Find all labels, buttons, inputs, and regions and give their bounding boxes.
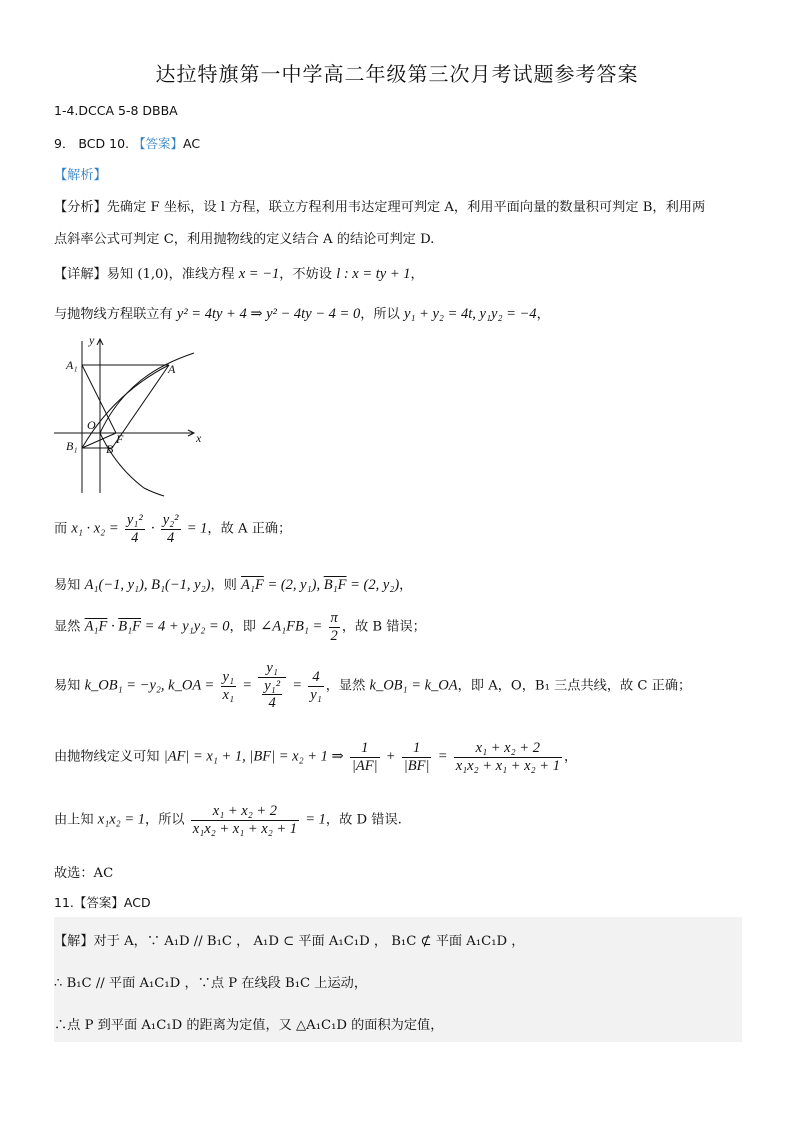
parabola-curve	[100, 353, 194, 496]
line-b-points: 易知 A₁(−1, y₁), B₁(−1, y₂)，则 A₁F = (2, y₁), B₁F = (2, y₂)，	[54, 577, 413, 593]
detail-text: 与抛物线方程联立有	[54, 307, 173, 322]
fraction-nested: $\frac{\text{y₁}}{\frac{\text{y₁²}}{4}}$	[258, 660, 286, 712]
focal-distance: |AF| = x₁ + 1, |BF| = x₂ + 1 ⇒	[163, 748, 344, 765]
label-a1: A₁	[66, 358, 78, 372]
line-c-slopes: 易知 k_OB₁ = −y₂, k_OA = $\frac{\text{y₁}}{\text{x₁}}$ = $\frac{\text{y₁}}{\frac{\text{y₁²}}{4}}$ = $\frac{4}{\text{y₁}}$ ，显然 k_OB₁ = k_OA，即 A，O，B₁ 三点共线，故 C 正确；	[54, 660, 692, 712]
detail-text: ，不妨设	[279, 267, 332, 282]
q9-answer: 9． BCD	[54, 136, 106, 151]
label-x: x	[196, 431, 202, 445]
line-b-conclusion: 显然 A₁F · B₁F = 4 + y₁y₂ = 0，即 ∠A₁FB₁ = $\frac{\pi}{2}$ ，故 B 错误；	[54, 610, 426, 644]
answers-9-10	[54, 134, 200, 152]
q11-line-3: ∴点 P 到平面 A₁C₁D 的距离为定值，又 △A₁C₁D 的面积为定值，	[54, 1018, 444, 1033]
detail-text: ，所以	[360, 307, 400, 322]
angle-a1fb1: ∠A₁FB₁ =	[260, 618, 323, 635]
analysis-tag: 【解析】	[54, 168, 107, 183]
points-a1-b1: A₁(−1, y₁), B₁(−1, y₂)	[84, 577, 211, 593]
label-f: F	[116, 432, 124, 446]
label-y: y	[89, 333, 95, 347]
fraction-y1: $\frac{\text{y₁²}}{4}$	[126, 512, 143, 546]
q11-line-2: ∴ B₁C // 平面 A₁C₁D ，∵点 P 在线段 B₁C 上运动，	[54, 976, 368, 991]
q11-answer: ACD	[123, 895, 151, 910]
q11-number: 11.	[54, 895, 74, 910]
slope-expr: k_OB₁ = −y₂, k_OA =	[84, 677, 215, 694]
final-choice: 故选：AC	[54, 866, 114, 881]
detail-text: 【详解】易知 (1,0)，准线方程	[54, 267, 235, 282]
vector-b1f: B₁F	[323, 577, 347, 593]
q11-line-1: 【解】对于 A，∵ A₁D // B₁C ， A₁D ⊂ 平面 A₁C₁D ， B₁C ⊄ 平面 A₁C₁D ，	[54, 934, 525, 949]
line-d-definition: 由抛物线定义可知 |AF| = x₁ + 1, |BF| = x₂ + 1 ⇒ $\frac{1}{|AF|}$ + $\frac{1}{|BF|}$ = $\frac{\text{x₁ + x₂ + 2}}{\text{x₁x₂ + x₁ + x₂ + 1}}$ ，	[54, 740, 578, 774]
page-title: 达拉特旗第一中学高二年级第三次月考试题参考答案	[155, 62, 639, 86]
label-o: O	[87, 418, 96, 432]
line-a-conclusion: 而 x₁ · x₂ = $\frac{\text{y₁²}}{4}$ · $\frac{\text{y₂²}}{4}$ = 1，故 A 正确；	[54, 512, 292, 546]
q11-answer-line	[54, 893, 151, 911]
detail-line-1	[54, 263, 424, 283]
answers-1-8: 1-4.DCCA 5-8 DBBA	[54, 103, 178, 118]
label-b1: B₁	[66, 439, 78, 453]
q10-number: 10.	[109, 136, 130, 151]
fenxi-line-1: 【分析】先确定 F 坐标，设 l 方程，联立方程利用韦达定理可判定 A，利用平面向量的数量积可判定 B，利用两	[54, 200, 706, 215]
line-d-conclusion: 由上知 x₁x₂ = 1，所以 $\frac{\text{x₁ + x₂ + 2}}{\text{x₁x₂ + x₁ + x₂ + 1}}$ = 1，故 D 错误.	[54, 803, 402, 837]
parabola-figure	[54, 333, 214, 498]
detail-line-2	[54, 303, 550, 323]
system-equation: y² = 4ty + 4 ⇒ y² − 4ty − 4 = 0	[176, 306, 361, 322]
text: ，故 A 正确；	[207, 521, 292, 537]
label-b: B	[106, 442, 114, 456]
vieta-equation: y₁ + y₂ = 4t, y₁y₂ = −4	[403, 306, 537, 322]
fraction-y2: $\frac{\text{y₂²}}{4}$	[162, 512, 179, 546]
text: 而	[54, 521, 68, 537]
line-b1-o-a	[82, 365, 169, 448]
q10-answer-tag: 【答案】	[133, 136, 184, 151]
detail-text: ，	[410, 267, 424, 282]
vector-a1f: A₁F	[241, 577, 264, 593]
fenxi-line-2: 点斜率公式可判定 C，利用抛物线的定义结合 A 的结论可判定 D.	[54, 232, 435, 247]
directrix-equation: x = −1	[238, 266, 280, 282]
fraction-pi-2: $\frac{\pi}{2}$	[330, 610, 338, 644]
label-a: A	[168, 362, 176, 376]
line-equation: l : x = ty + 1	[336, 266, 411, 282]
q10-answer: AC	[183, 136, 201, 151]
q11-answer-tag: 【答案】	[73, 895, 124, 910]
product-lhs: x₁ · x₂ =	[71, 520, 119, 537]
detail-text: ，	[536, 307, 550, 322]
